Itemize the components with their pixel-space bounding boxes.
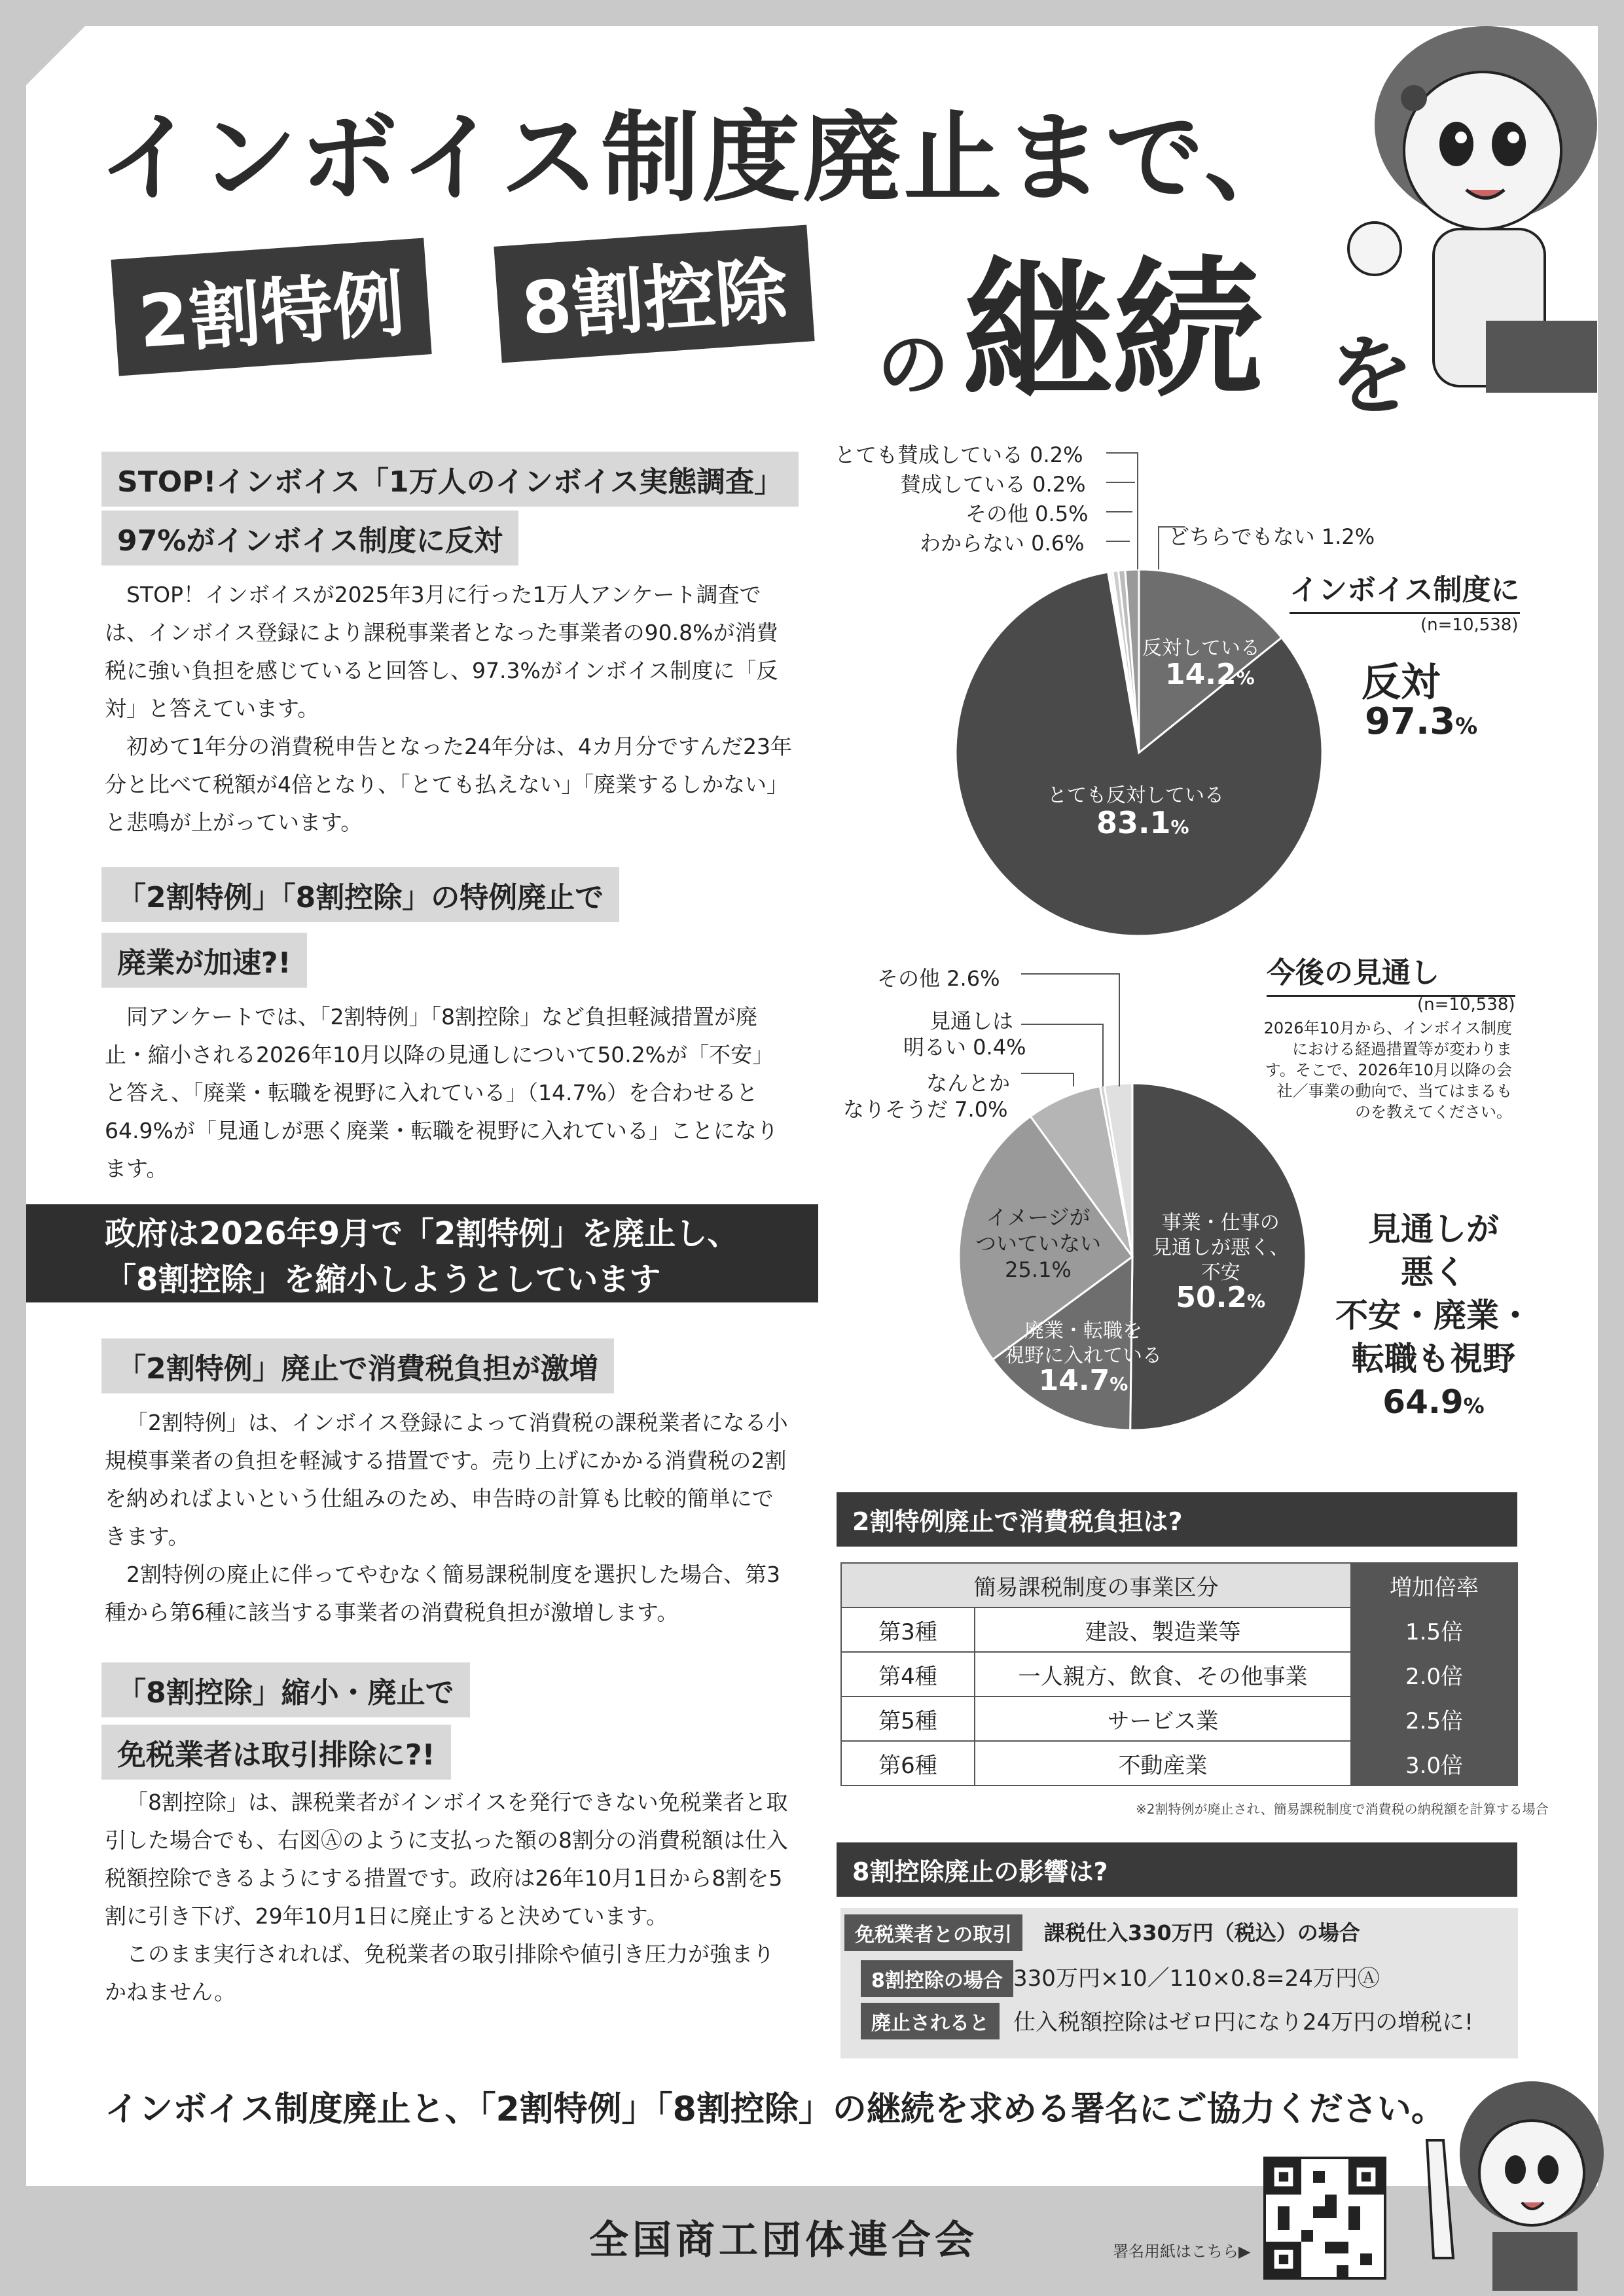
section4-paragraph1: 「8割控除」は、課税業者がインボイスを発行できない免税業者と取引した場合でも、右図Ⓐのように支払った額の8割分の消費税額は仕入税額控除できるようにする措置です。政府は26年10月1日から8割を5割に引き下げ、29年10月1日に廃止すると決めています。 [105, 1789, 788, 1929]
title-tag-2wari: 2割特例 [111, 238, 431, 376]
government-plan-banner [26, 1204, 818, 1302]
section2-paragraph1: 同アンケートでは、「2割特例」「8割控除」など負担軽減措置が廃止・縮小される2026年10月以降の見通しについて50.2%が「不安」と答え、「廃業・転職を視野に入れている」（14.7%）を合わせると64.9%が「見通しが悪く廃業・転職を視野に入れている」ことになります。 [105, 1004, 778, 1181]
table-row: 第6種 不動産業 3.0倍 [841, 1741, 1517, 1785]
pie2-leader-lines [1021, 962, 1139, 1093]
impact-calc: 330万円×10／110×0.8=24万円Ⓐ [1013, 1965, 1380, 1992]
section4-heading2: 免税業者は取引排除に?! [101, 1725, 451, 1780]
chart2-question-note: 2026年10月から、インボイス制度における経過措置等が変わります。そこで、2026年10月以降の会社／事業の動向で、当てはまるものを教えてください。 [1263, 1019, 1512, 1121]
chart1-result-value: 97.3 [1365, 700, 1456, 743]
rate-table-heading: 2割特例廃止で消費税負担は? [837, 1492, 1517, 1547]
pie-chart-invoice-opinion [949, 563, 1329, 942]
impact-pill-8wari: 8割控除の場合 [861, 1960, 1013, 1997]
section2-heading2: 廃業が加速?! [101, 933, 307, 988]
label-ok-line1: なんとか [926, 1071, 1011, 1096]
table-row: 第4種 一人親方、飲食、その他事業 2.0倍 [841, 1652, 1517, 1696]
section1-body [105, 576, 792, 842]
impact-pill-abolished: 廃止されると [861, 2003, 1000, 2039]
chart2-result: 見通しが 悪く 不安・廃業・ 転職も視野 64.9% [1335, 1210, 1532, 1421]
label-bright-line2: 明るい 0.4% [903, 1035, 1026, 1060]
label-support: 賛成している 0.2% [900, 472, 1086, 497]
title-line1: インボイス制度廃止まで、 [98, 101, 1305, 215]
section4-body [105, 1784, 792, 2011]
section2-body [105, 998, 792, 1188]
impact-case: 課税仕入330万円（税込）の場合 [1044, 1920, 1360, 1945]
label-ok-line2: なりそうだ 7.0% [843, 1097, 1008, 1122]
label-strong-support: とても賛成している 0.2% [835, 442, 1083, 467]
chart1-title: インボイス制度に [1290, 566, 1520, 614]
qr-code-icon[interactable] [1263, 2157, 1386, 2280]
chart1-result-label: 反対 [1362, 660, 1440, 706]
section1-heading2: 97%がインボイス制度に反対 [101, 511, 518, 565]
rate-col-category: 簡易課税制度の事業区分 [841, 1563, 1351, 1607]
organization-name: 全国商工団体連合会 [589, 2217, 978, 2263]
pie1-strong-oppose-value: 83.1% [1096, 805, 1189, 840]
impact-heading: 8割控除廃止の影響は? [837, 1842, 1517, 1897]
rate-col-multiplier: 増加倍率 [1351, 1563, 1517, 1607]
label-unknown: わからない 0.6% [920, 531, 1085, 556]
pie2-anxious-label: 事業・仕事の 見通しが悪く、 不安 50.2% [1152, 1211, 1290, 1314]
pie1-leader-lines [1106, 445, 1185, 576]
impact-result: 仕入税額控除はゼロ円になり24万円の増税に! [1013, 2009, 1473, 2036]
section1-paragraph2: 初めて1年分の消費税申告となった24年分は、4カ月分ですんだ23年分と比べて税額が4倍となり、「とても払えない」「廃業するしかない」と悲鳴が上がっています。 [105, 734, 792, 835]
mascot-pointing-illustration [1407, 2062, 1604, 2291]
title-wo: を [1329, 326, 1415, 425]
section1-paragraph1: STOP！インボイスが2025年3月に行った1万人アンケート調査では、インボイス登録により課税事業者となった事業者の90.8%が消費税に強い負担を感じていると回答し、97.3%がインボイス制度に「反対」と答えています。 [105, 582, 778, 721]
mascot-woman-illustration [1335, 26, 1597, 393]
section4-heading1: 「8割控除」縮小・廃止で [101, 1662, 470, 1717]
rate-table [840, 1562, 1518, 1786]
chart1-result-unit: % [1455, 713, 1478, 740]
section3-heading1: 「2割特例」廃止で消費税負担が激増 [101, 1338, 614, 1393]
table-row: 第5種 サービス業 2.5倍 [841, 1696, 1517, 1741]
signature-appeal: インボイス制度廃止と、「2割特例」「8割控除」の継続を求める署名にご協力ください。 [105, 2090, 1445, 2129]
section4-paragraph2: このまま実行されれば、免税業者の取引排除や値引き圧力が強まりかねません。 [105, 1941, 774, 2005]
title-keizoku: 継続 [962, 244, 1264, 419]
title-no: の [877, 323, 949, 407]
rate-table-note: ※2割特例が廃止され、簡易課税制度で消費税の納税額を計算する場合 [1136, 1801, 1549, 1817]
chart1-result [1365, 700, 1477, 743]
banner-line2: 「8割控除」を縮小しようとしています [105, 1261, 661, 1298]
label-outlook-other: その他 2.6% [877, 966, 1000, 991]
table-row: 第3種 建設、製造業等 1.5倍 [841, 1607, 1517, 1652]
section2-heading1: 「2割特例」「8割控除」の特例廃止で [101, 867, 619, 922]
chart2-result-value: 64.9 [1382, 1383, 1464, 1421]
pie1-strong-oppose-label: とても反対している [1047, 784, 1224, 807]
label-bright-line1: 見通しは [929, 1009, 1014, 1033]
label-other-1: その他 0.5% [965, 501, 1089, 526]
banner-line1: 政府は2026年9月で「2割特例」を廃止し、 [105, 1215, 739, 1252]
title-tag-8wari: 8割控除 [494, 225, 814, 363]
section3-paragraph1: 「2割特例」は、インボイス登録によって消費税の課税業者になる小規模事業者の負担を軽減する措置です。売り上げにかかる消費税の2割を納めればよいという仕組みのため、申告時の計算も比較的簡単にできます。 [105, 1410, 788, 1549]
pie1-oppose-value: 14.2% [1165, 658, 1255, 691]
section3-paragraph2: 2割特例の廃止に伴ってやむなく簡易課税制度を選択した場合、第3種から第6種に該当する事業者の消費税負担が激増します。 [105, 1562, 780, 1625]
chart1-n: (n=10,538) [1420, 615, 1519, 635]
pie2-noimage-label: イメージが ついていない 25.1% [975, 1205, 1102, 1282]
section1-heading1: STOP!インボイス「1万人のインボイス実態調査」 [101, 452, 799, 507]
qr-note: 署名用紙はこちら▶ [1113, 2242, 1251, 2261]
pie1-oppose-label: 反対している [1142, 637, 1260, 660]
section3-body [105, 1404, 792, 1632]
pie2-quit-label: 廃業・転職を 視野に入れている 14.7% [1005, 1319, 1162, 1397]
chart2-title: 今後の見通し [1267, 949, 1515, 997]
impact-pill-trade: 免税業者との取引 [844, 1914, 1022, 1951]
label-neutral: どちらでもない 1.2% [1168, 524, 1375, 549]
page-fold-corner [26, 26, 85, 85]
chart2-n: (n=10,538) [1417, 995, 1515, 1014]
rate-table-header [841, 1563, 1517, 1607]
